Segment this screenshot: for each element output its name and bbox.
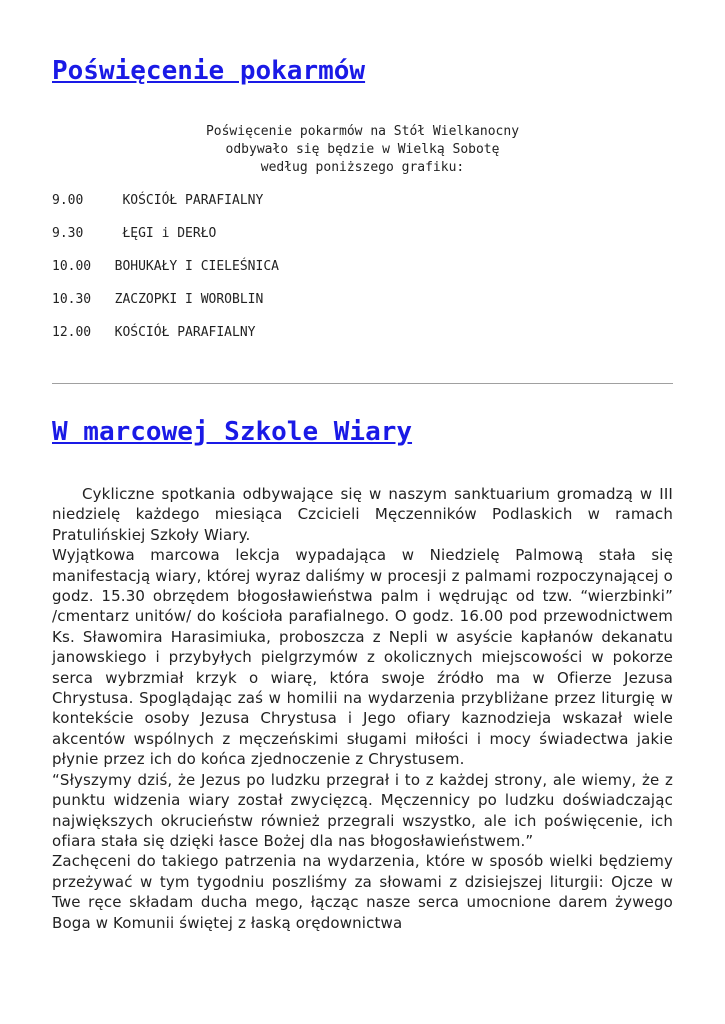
schedule-item: 10.00 BOHUKAŁY I CIELEŚNICA bbox=[52, 259, 279, 274]
body-paragraph: Cykliczne spotkania odbywające się w naszym sanktuarium gromadzą w III niedzielę każdego miesiąca Czcicieli Męczenników Podlaskich w ramach Pratulińskiej Szkoły Wiary. bbox=[52, 485, 673, 544]
schedule-item: 10.30 ZACZOPKI I WOROBLIN bbox=[52, 292, 264, 307]
post-title-szkola-wiary bbox=[52, 417, 412, 447]
intro-line: według poniższego grafiku: bbox=[260, 160, 465, 175]
post-title-link[interactable]: Poświęcenie pokarmów bbox=[52, 56, 366, 86]
schedule-item: 12.00 KOŚCIÓŁ PARAFIALNY bbox=[52, 325, 256, 340]
post-title-swieconka bbox=[52, 56, 365, 86]
schedule-item: 9.00 KOŚCIÓŁ PARAFIALNY bbox=[52, 193, 264, 208]
body-paragraph: Zachęceni do takiego patrzenia na wydarzenia, które w sposób wielki będziemy przeżywać w tym tygodniu poszliśmy za słowami z dzisiejszej liturgii: Ojcze w Twe ręce składam ducha mego, łącząc nasze serca umocnione darem żywego Boga w Komunii świętej z łaską orędownictwa bbox=[52, 852, 673, 932]
post-divider bbox=[52, 383, 673, 384]
intro-line: odbywało się będzie w Wielką Sobotę bbox=[225, 142, 500, 157]
post-body bbox=[52, 484, 673, 933]
post-title-link[interactable]: W marcowej Szkole Wiary bbox=[52, 417, 413, 447]
intro-line: Poświęcenie pokarmów na Stół Wielkanocny bbox=[205, 124, 520, 139]
post-intro bbox=[52, 123, 673, 177]
schedule-list bbox=[52, 192, 279, 357]
body-paragraph: “Słyszymy dziś, że Jezus po ludzku przegrał i to z każdej strony, ale wiemy, że z punktu widzenia wiary został zwycięzcą. Męczennicy po ludzku doświadczając największych okrucieństw również przegrali wszystko, ale ich poświęcenie, ich ofiara stała się dzięki łasce Bożej dla nas błogosławieństwem.” bbox=[52, 770, 673, 850]
body-paragraph: Wyjątkowa marcowa lekcja wypadająca w Niedzielę Palmową stała się manifestacją wiary, której wyraz daliśmy w procesji z palmami rozpoczynającej o godz. 15.30 obrzędem błogosławieństwa palm i wędrując od tzw. “wierzbinki” /cmentarz unitów/ do kościoła parafialnego. O godz. 16.00 pod przewodnictwem Ks. Sławomira Harasimiuka, proboszcza z Nepli w asyście kapłanów dekanatu janowskiego i przybyłych pielgrzymów z okolicznych miejscowości w pokorze serca wybrzmiał krzyk o wiarę, która swoje źródło ma w Ofierze Jezusa Chrystusa. Spoglądając zaś w homilii na wydarzenia przybliżane przez liturgię w kontekście osoby Jezusa Chrystusa i Jego ofiary kaznodzieja wskazał wiele akcentów wspólnych z męczeńskimi sługami miłości i mocy świadectwa jakie płynie przez ich do końca zjednoczenie z Chrystusem. bbox=[52, 546, 673, 769]
schedule-item: 9.30 ŁĘGI i DERŁO bbox=[52, 226, 217, 241]
